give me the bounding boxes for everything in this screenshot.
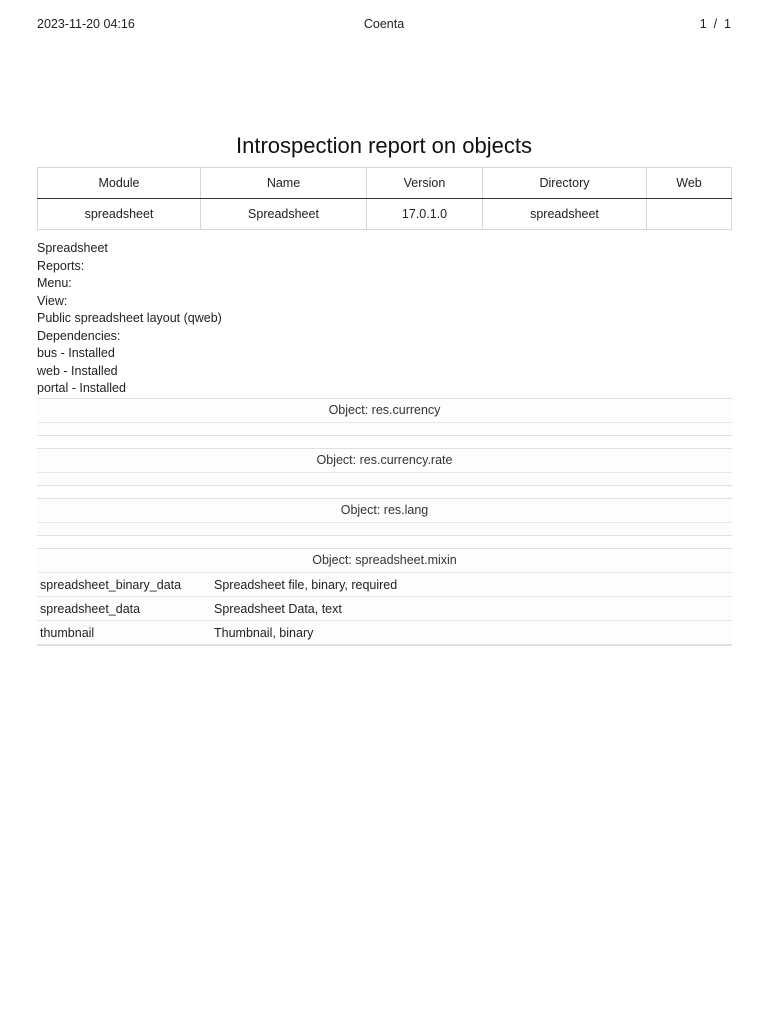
info-dependency-item: web - Installed [37,363,118,378]
object-fields-empty [37,473,732,485]
page-counter: 1 / 1 [699,17,731,31]
object-section [37,498,732,536]
column-header-name: Name [201,168,367,199]
object-fields-empty [37,523,732,535]
field-name: spreadsheet_binary_data [37,573,211,597]
column-header-directory: Directory [483,168,647,199]
info-dependencies-label: Dependencies: [37,328,121,343]
info-module-name: Spreadsheet [37,241,108,255]
object-fields-table [37,573,732,645]
objects-section [37,398,732,646]
object-section [37,548,732,646]
field-row [37,597,732,621]
module-table [37,167,732,230]
cell-name: Spreadsheet [201,199,367,230]
object-section [37,448,732,486]
field-row [37,621,732,645]
object-title: Object: res.currency [37,399,732,423]
module-info [37,240,731,398]
column-header-version: Version [367,168,483,199]
print-datetime: 2023-11-20 04:16 [37,17,135,31]
cell-version: 17.0.1.0 [367,199,483,230]
cell-module: spreadsheet [38,199,201,230]
object-title: Object: spreadsheet.mixin [37,549,732,573]
cell-web [647,199,732,230]
field-description: Spreadsheet file, binary, required [211,573,732,597]
column-header-web: Web [647,168,732,199]
module-table-row [38,199,732,230]
info-reports-label: Reports: [37,258,85,273]
info-menu-label: Menu: [37,276,72,290]
info-view-item: Public spreadsheet layout (qweb) [37,311,222,325]
field-description: Spreadsheet Data, text [211,597,732,621]
object-title: Object: res.currency.rate [37,449,732,473]
object-section [37,398,732,436]
info-view-label: View: [37,293,68,308]
field-row [37,573,732,597]
field-name: spreadsheet_data [37,597,211,621]
field-name: thumbnail [37,621,211,645]
column-header-module: Module [38,168,201,199]
cell-directory: spreadsheet [483,199,647,230]
page-header [37,17,731,35]
module-table-header-row [38,168,732,199]
report-title: Introspection report on objects [236,133,532,158]
field-description: Thumbnail, binary [211,621,732,645]
info-dependency-item: bus - Installed [37,346,115,360]
company-name: Coenta [363,17,405,31]
object-fields-empty [37,423,732,435]
info-dependency-item: portal - Installed [37,381,126,395]
object-title: Object: res.lang [37,499,732,523]
